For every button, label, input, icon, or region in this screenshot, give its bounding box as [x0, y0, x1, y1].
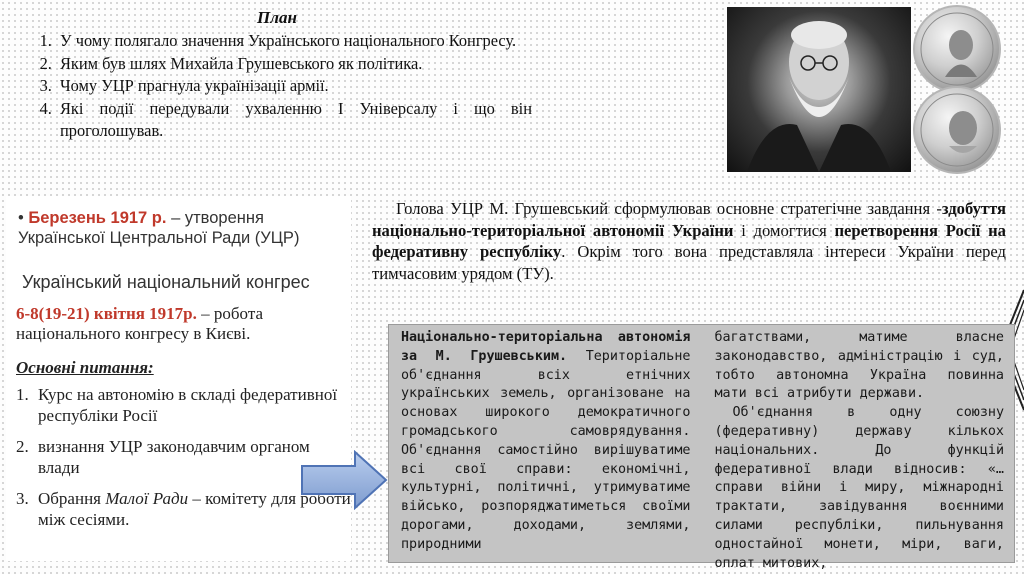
item-number: 3. [16, 489, 29, 508]
textbook-excerpt [388, 324, 1015, 571]
congress-text: – робота національного конгресу в Києві. [16, 304, 263, 343]
right-arrow-icon [300, 450, 390, 510]
plan-item: 2. Яким був шлях Михайла Грушевського як політика. [56, 53, 532, 76]
excerpt-text: багатствами, матиме власне законодавство, адміністрацію і суд, тобто автономна Україна повинна мати всі атрибути держави. [714, 330, 1004, 402]
para-text: . Окрім того вона представляла інтереси України перед тимчасовим урядом (ТУ). [372, 242, 1006, 283]
hrushevsky-portrait [727, 7, 911, 172]
list-item [16, 384, 351, 426]
item-text: визнання УЦР законодавчим органом влади [38, 437, 310, 477]
item-number: 2. [16, 437, 29, 456]
excerpt-column-right [714, 329, 1005, 571]
para-bold: перетворення Росії на федеративну республіку [372, 220, 1006, 261]
para-text: Голова УЦР М. Грушевський сформулював основне стратегічне завдання - [396, 199, 942, 218]
ucr-creation-note: • Березень 1917 р. – утворення Української Центральної Ради (УЦР) [18, 209, 300, 247]
item-number: 1. [16, 385, 29, 404]
plan-title: План [257, 8, 297, 27]
item-text-part: Обрання [38, 489, 106, 508]
commemorative-coin-image [913, 86, 1001, 174]
excerpt-column-left [401, 329, 691, 562]
plan-section [22, 8, 532, 143]
plan-item: 1. У чому полягало значення Українського національного Конгресу. [56, 30, 532, 53]
para-bold: здобуття національно-територіальної автономії України [372, 199, 1006, 240]
plan-item: 3. Чому УЦР прагнула українізації армії. [56, 75, 532, 98]
congress-date-note [16, 304, 346, 344]
strategy-paragraph [372, 198, 1006, 284]
plan-list [22, 30, 532, 143]
para-text: і домогтися [733, 220, 835, 240]
item-text: Курс на автономію в складі федеративної республіки Росії [38, 385, 338, 425]
event-text: – утворення Української Центральної Ради (УЦР) [18, 209, 300, 247]
plan-item: 4. Які події передували ухваленню І Універсалу і що він проголошував. [56, 98, 532, 143]
excerpt-heading: Національно-територіальна автономія за М. Грушевським. [401, 330, 691, 364]
questions-heading: Основні питання: [16, 358, 154, 377]
item-text-part: – комітету для роботи між сесіями. [38, 489, 351, 529]
excerpt-text: Територіальне об'єднання всіх етнічних українських земель, організоване на основах широкого демократичного громадського самоврядування. Об'єднання самостійно вирішуватиме всі свої справи: економічні, культурні, політичні, утримуватиме військо, розпоряджатиметься своїми дорогами, доходами, землями, природними [401, 348, 691, 552]
congress-heading: Український національний конгрес [22, 272, 310, 292]
commemorative-coin-image [913, 5, 1001, 93]
congress-date: 6-8(19-21) квітня 1917р. [16, 304, 197, 323]
mala-rada-term: Малої Ради [105, 489, 189, 508]
event-date: Березень 1917 р. [28, 209, 167, 227]
excerpt-text: Об'єднання в одну союзну (федеративну) державу кількох національних. До функцій федеративної влади відносив: «…справи війни і миру, міжнародні трактати, завідування воєнними силами республіки, пильнування одностайної монети, міри, ваги, оплат митових, [714, 405, 1004, 571]
